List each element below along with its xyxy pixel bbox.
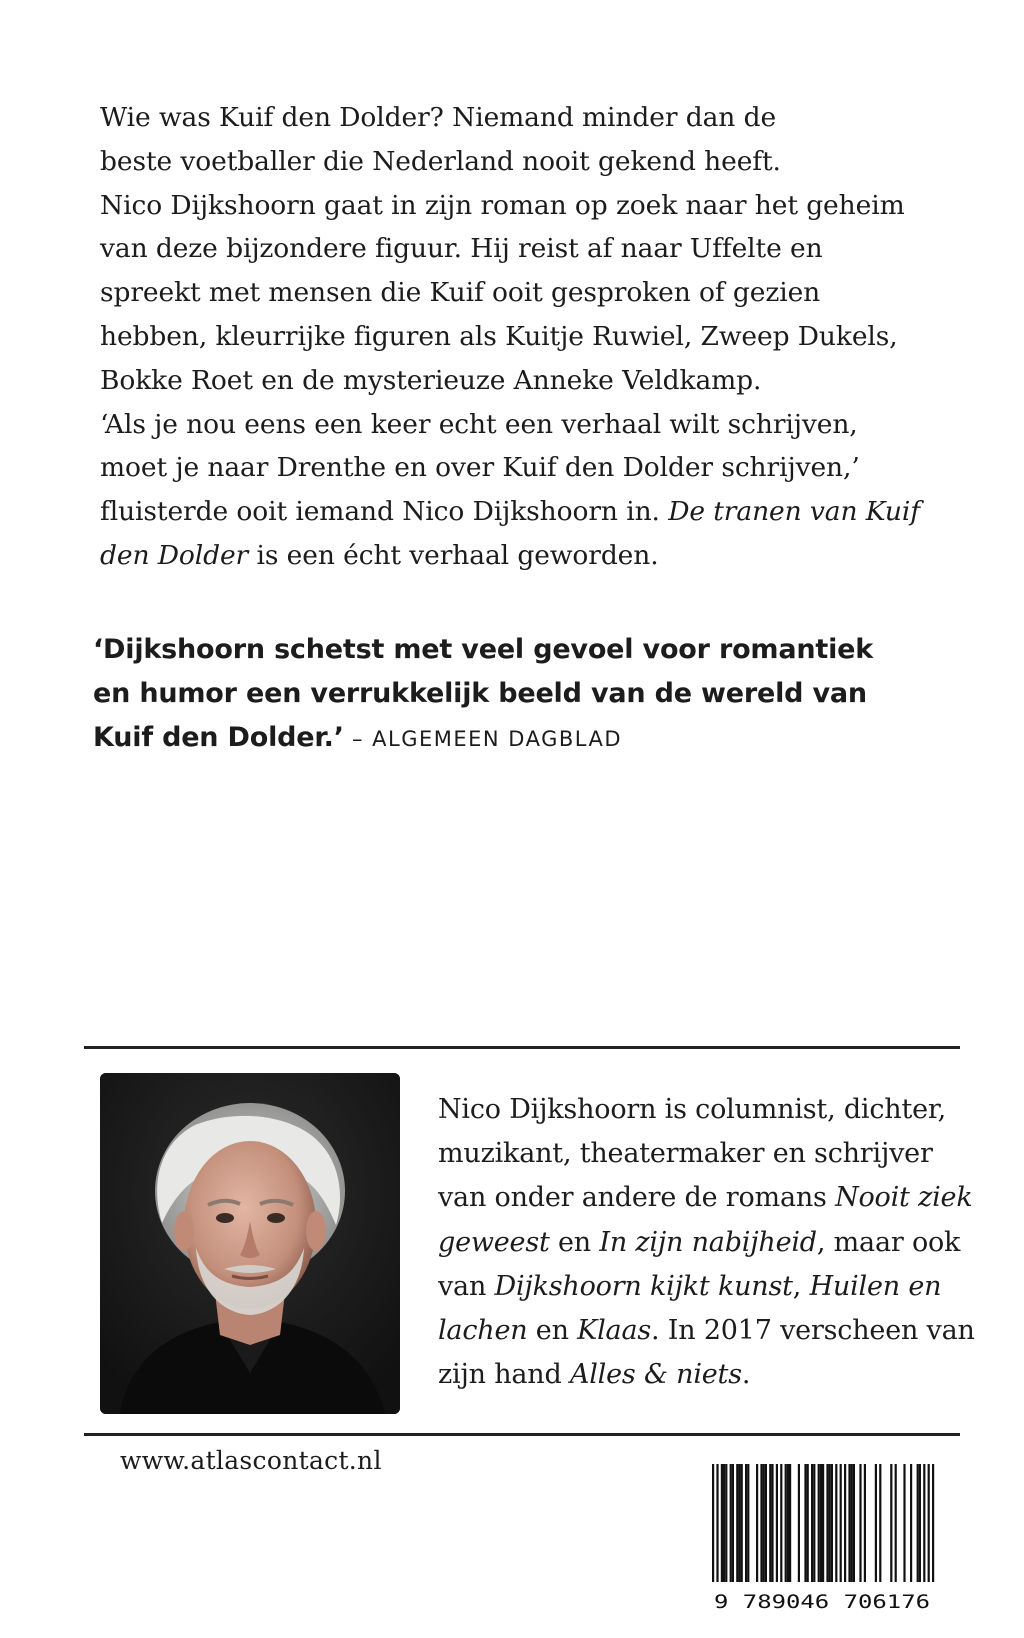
barcode-bar bbox=[765, 1464, 767, 1582]
blurb-line bbox=[100, 271, 950, 315]
author-bio bbox=[438, 1088, 975, 1397]
barcode-bar bbox=[771, 1464, 773, 1582]
barcode-bar bbox=[763, 1464, 765, 1582]
barcode-bar bbox=[785, 1464, 787, 1582]
text-run: en bbox=[527, 1315, 578, 1347]
barcode-bar bbox=[732, 1464, 734, 1582]
barcode-bar bbox=[928, 1464, 930, 1582]
blurb-paragraph bbox=[100, 96, 950, 578]
divider-top bbox=[84, 1046, 960, 1049]
barcode-bar bbox=[789, 1464, 791, 1582]
barcode-bar bbox=[851, 1464, 853, 1582]
barcode-bar bbox=[831, 1464, 833, 1582]
italic-title: geweest bbox=[438, 1226, 550, 1258]
italic-title: Huilen en bbox=[809, 1270, 942, 1302]
barcode-bar bbox=[756, 1464, 758, 1582]
text-run: van onder andere de romans bbox=[438, 1182, 836, 1214]
barcode-bar bbox=[721, 1464, 723, 1582]
italic-title: Klaas bbox=[577, 1315, 652, 1347]
text-run: hebben, kleurrijke figuren als Kuitje Ruwiel, Zweep Dukels, bbox=[100, 320, 898, 352]
isbn-barcode bbox=[706, 1462, 938, 1613]
barcode-bar bbox=[822, 1464, 824, 1582]
text-run: Bokke Roet en de mysterieuze Anneke Veldkamp. bbox=[100, 364, 762, 396]
barcode-bar bbox=[919, 1464, 921, 1582]
barcode-bar bbox=[890, 1464, 892, 1582]
barcode-bar bbox=[859, 1464, 861, 1582]
quote-dash: – bbox=[343, 727, 373, 751]
barcode-bar bbox=[736, 1464, 738, 1582]
barcode-bar bbox=[716, 1464, 718, 1582]
text-run: muzikant, theatermaker en schrijver bbox=[438, 1138, 933, 1170]
barcode-bar bbox=[879, 1464, 881, 1582]
quote-source: ALGEMEEN DAGBLAD bbox=[372, 727, 622, 751]
barcode-bar bbox=[747, 1464, 749, 1582]
barcode-bar bbox=[853, 1464, 855, 1582]
barcode-bar bbox=[725, 1464, 727, 1582]
barcode-bar bbox=[804, 1464, 806, 1582]
barcode-bar bbox=[932, 1464, 934, 1582]
blurb-line bbox=[100, 184, 950, 228]
text-run: Nico Dijkshoorn is columnist, dichter, bbox=[438, 1094, 947, 1125]
barcode-bar bbox=[741, 1464, 743, 1582]
isbn-digits: 9 789046 706176 bbox=[714, 1591, 930, 1613]
barcode-bar bbox=[923, 1464, 925, 1582]
barcode-bar bbox=[769, 1464, 771, 1582]
italic-title: In zijn nabijheid bbox=[599, 1226, 817, 1258]
quote-line-2: en humor een verrukkelijk beeld van de wereld van bbox=[93, 678, 867, 709]
barcode-bar bbox=[826, 1464, 828, 1582]
quote-line-1: ‘Dijkshoorn schetst met veel gevoel voor romantiek bbox=[93, 634, 874, 665]
blurb-line bbox=[100, 315, 950, 359]
barcode-bar bbox=[910, 1464, 912, 1582]
author-photo bbox=[100, 1073, 400, 1414]
italic-title: Dijkshoorn kijkt kunst bbox=[494, 1270, 793, 1302]
text-run: . bbox=[741, 1359, 751, 1391]
italic-title: Nooit ziek bbox=[835, 1182, 973, 1214]
barcode-bar bbox=[864, 1464, 866, 1582]
text-run: spreekt met mensen die Kuif ooit gesproken of gezien bbox=[100, 277, 821, 309]
blurb-line bbox=[100, 96, 950, 140]
divider-bottom bbox=[84, 1433, 960, 1436]
bio-line bbox=[438, 1353, 958, 1397]
blurb-line bbox=[100, 446, 950, 490]
barcode-bar bbox=[917, 1464, 919, 1582]
italic-title: lachen bbox=[438, 1315, 528, 1347]
bio-line bbox=[438, 1309, 975, 1353]
barcode-bar bbox=[811, 1464, 813, 1582]
barcode-bar bbox=[712, 1464, 714, 1582]
barcode-bar bbox=[840, 1464, 842, 1582]
publisher-website: www.atlascontact.nl bbox=[120, 1446, 382, 1475]
press-quote bbox=[93, 628, 953, 761]
text-run: en bbox=[549, 1226, 600, 1258]
bio-line bbox=[438, 1265, 958, 1309]
barcode-bar bbox=[848, 1464, 850, 1582]
text-run: ‘Als je nou eens een keer echt een verhaal wilt schrijven, bbox=[100, 408, 858, 440]
text-run: is een écht verhaal geworden. bbox=[248, 539, 659, 571]
text-run: beste voetballer die Nederland nooit gekend heeft. bbox=[100, 145, 781, 177]
barcode-bar bbox=[730, 1464, 732, 1582]
barcode-bar bbox=[844, 1464, 846, 1582]
bio-line bbox=[438, 1176, 973, 1220]
quote-line-3-text: Kuif den Dolder.’ bbox=[93, 722, 344, 753]
barcode-bar bbox=[745, 1464, 747, 1582]
blurb-line bbox=[100, 403, 950, 447]
bio-line bbox=[438, 1132, 958, 1176]
text-run: , maar ook bbox=[816, 1226, 961, 1258]
barcode-bar bbox=[903, 1464, 905, 1582]
barcode-bar bbox=[738, 1464, 740, 1582]
blurb-line bbox=[100, 534, 950, 578]
barcode-bar bbox=[813, 1464, 815, 1582]
blurb-line bbox=[100, 359, 950, 403]
italic-title: De tranen van Kuif bbox=[668, 496, 920, 528]
text-run: van deze bijzondere figuur. Hij reist af naar Uffelte en bbox=[100, 233, 823, 265]
barcode-bar bbox=[798, 1464, 800, 1582]
bio-line bbox=[438, 1221, 961, 1265]
text-run: Nico Dijkshoorn gaat in zijn roman op zoek naar het geheim bbox=[100, 189, 905, 221]
text-run: van bbox=[438, 1270, 495, 1302]
barcode-bar bbox=[829, 1464, 831, 1582]
text-run: moet je naar Drenthe en over Kuif den Dolder schrijven,’ bbox=[100, 452, 860, 484]
text-run: , bbox=[792, 1270, 810, 1302]
barcode-bar bbox=[776, 1464, 778, 1582]
quote-line-3 bbox=[93, 716, 953, 761]
blurb-line bbox=[100, 490, 950, 534]
barcode-bar bbox=[895, 1464, 897, 1582]
barcode-bar bbox=[820, 1464, 822, 1582]
italic-title: den Dolder bbox=[100, 539, 249, 571]
barcode-bar bbox=[818, 1464, 820, 1582]
barcode-bar bbox=[875, 1464, 877, 1582]
barcode-bar bbox=[835, 1464, 837, 1582]
blurb-line bbox=[100, 227, 950, 271]
blurb-line bbox=[100, 140, 950, 184]
barcode-bar bbox=[807, 1464, 809, 1582]
text-run: zijn hand bbox=[438, 1359, 570, 1391]
barcode-bar bbox=[723, 1464, 725, 1582]
text-run: fluisterde ooit iemand Nico Dijkshoorn in. bbox=[100, 496, 669, 528]
barcode-bar bbox=[787, 1464, 789, 1582]
text-run: Wie was Kuif den Dolder? Niemand minder dan de bbox=[100, 102, 777, 133]
italic-title: Alles & niets bbox=[569, 1359, 742, 1391]
barcode-bar bbox=[760, 1464, 762, 1582]
barcode-bar bbox=[780, 1464, 782, 1582]
text-run: . In 2017 verscheen van bbox=[651, 1315, 975, 1347]
bio-line bbox=[438, 1088, 958, 1132]
